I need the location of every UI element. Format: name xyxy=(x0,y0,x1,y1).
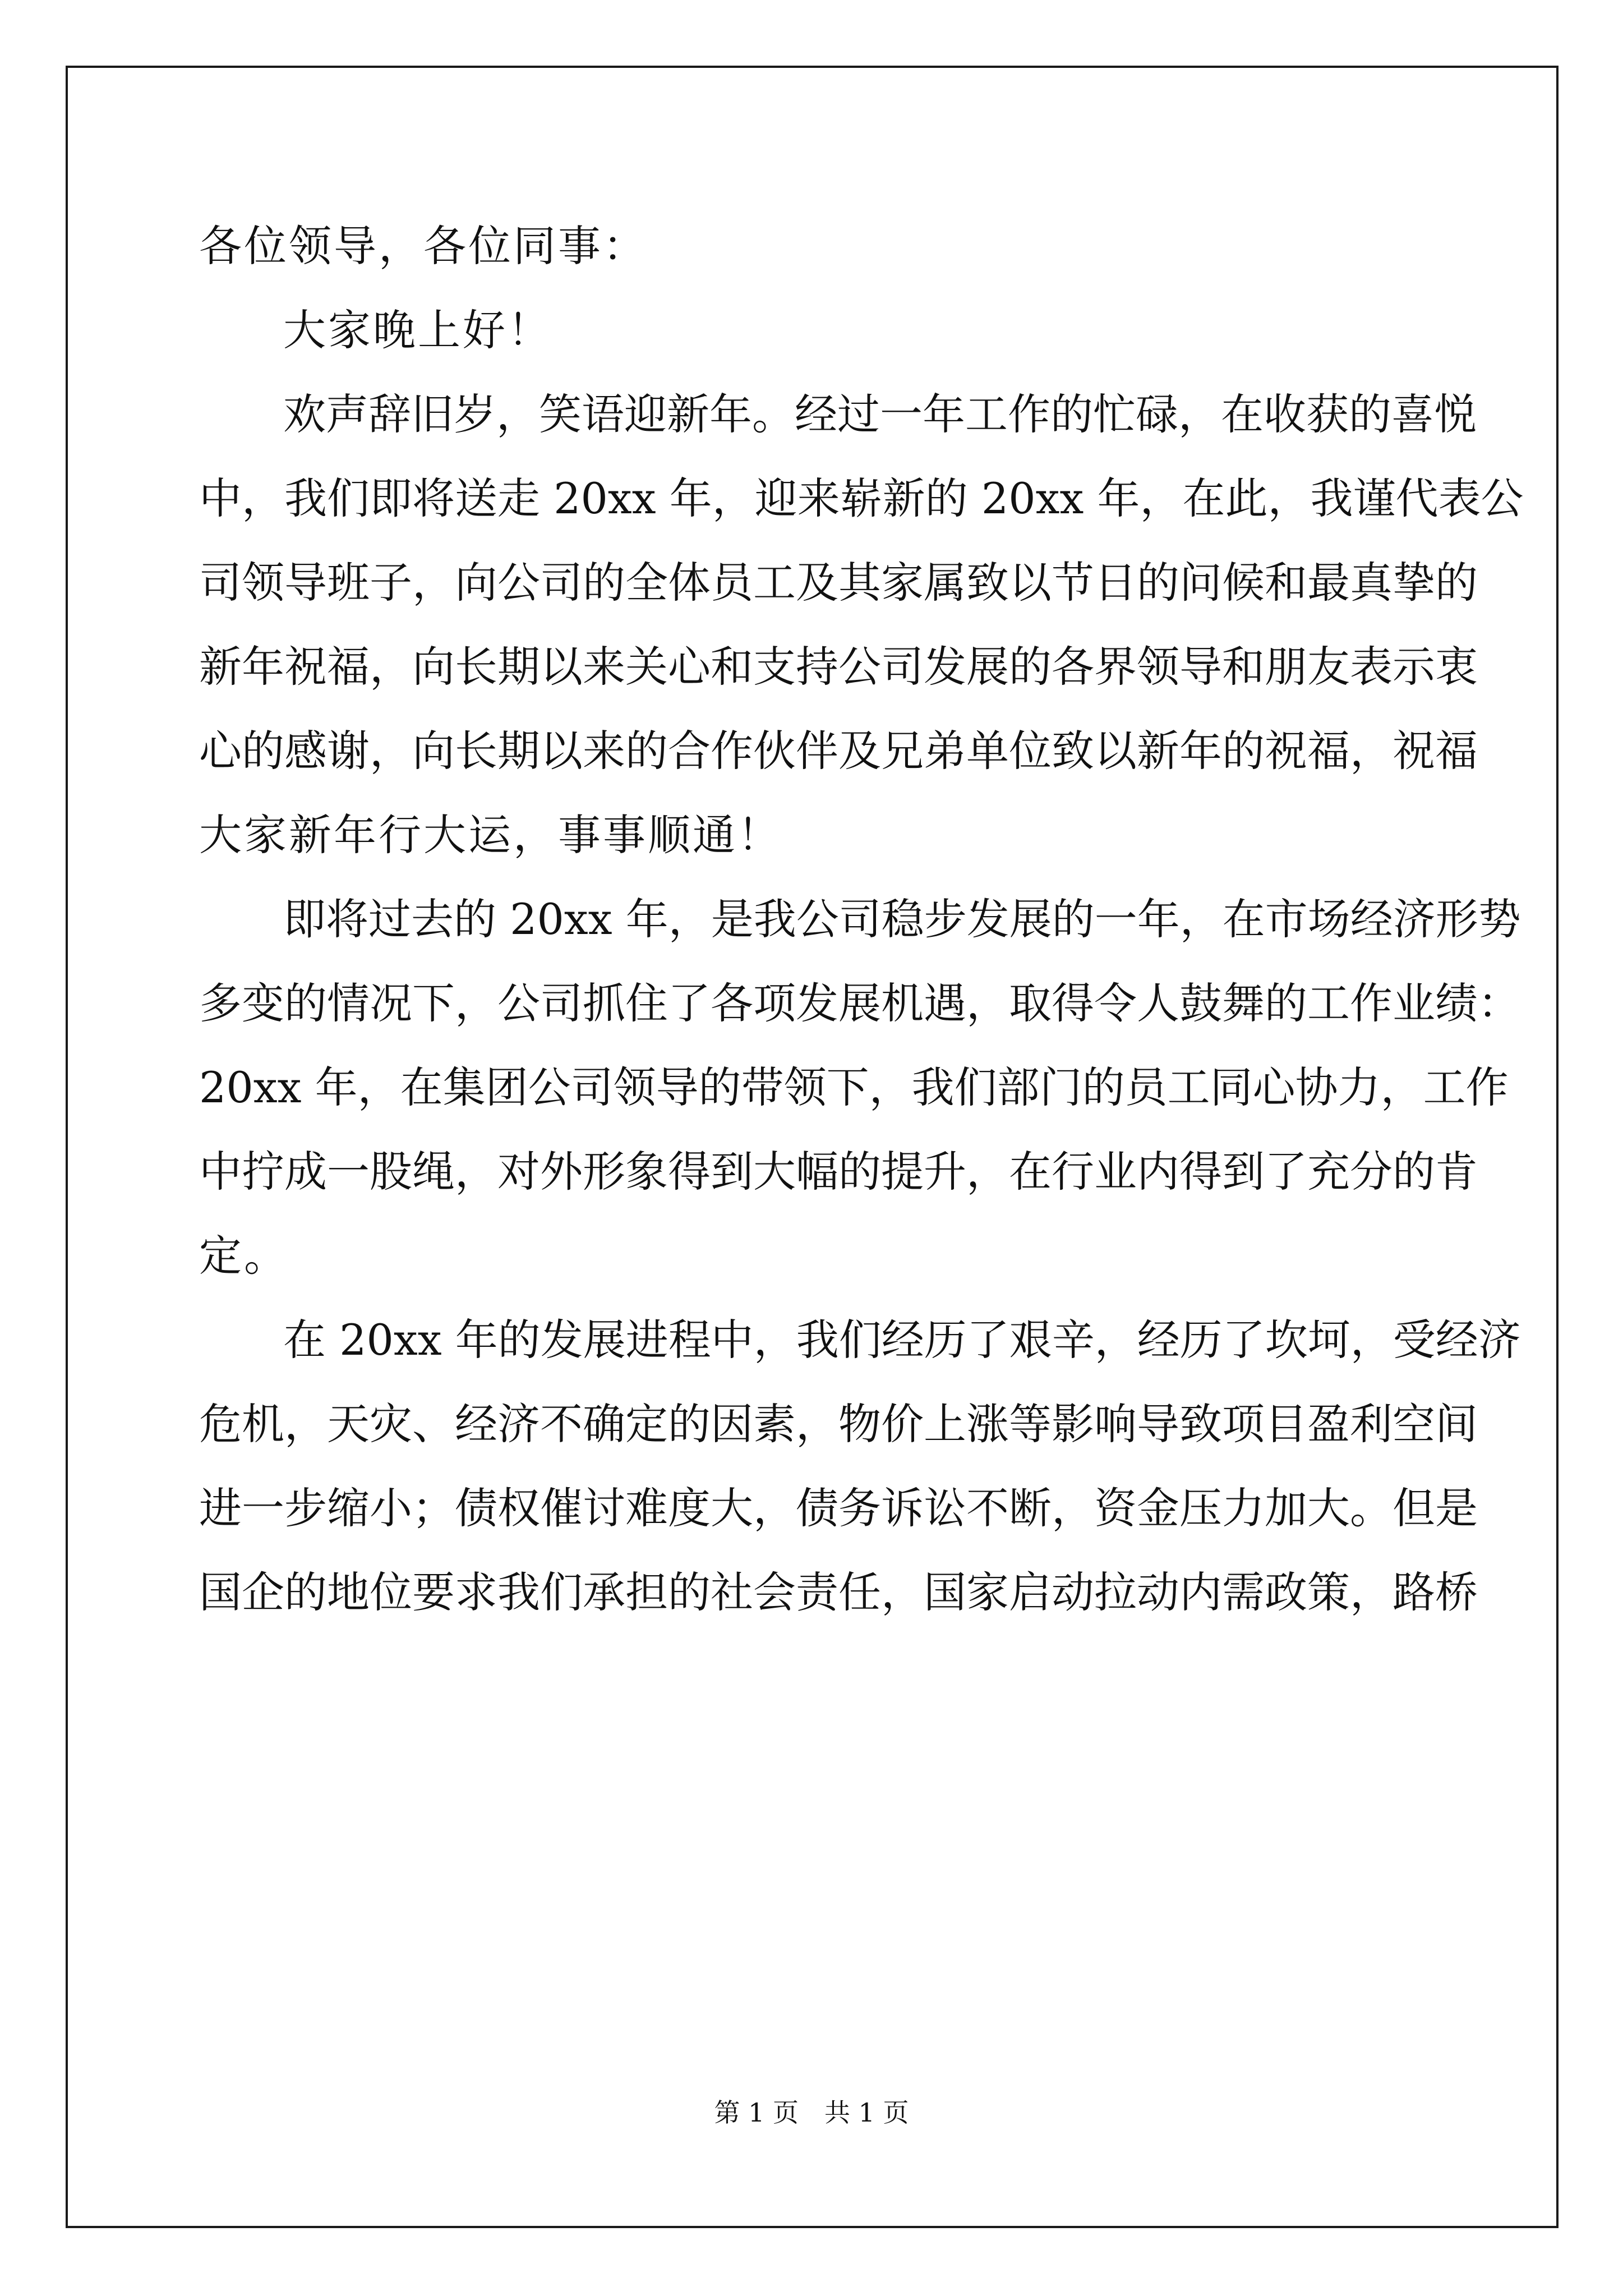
greeting-line: 大家晚上好！ xyxy=(283,305,552,355)
paragraph-line: 危机，天灾、经济不确定的因素，物价上涨等影响导致项目盈利空间 xyxy=(199,1399,1478,1449)
paragraph-line: 新年祝福，向长期以来关心和支持公司发展的各界领导和朋友表示衷 xyxy=(199,642,1478,692)
paragraph-line: 定。 xyxy=(199,1231,289,1281)
paragraph-line: 心的感谢，向长期以来的合作伙伴及兄弟单位致以新年的祝福，祝福 xyxy=(199,726,1478,776)
salutation-line: 各位领导，各位同事： xyxy=(199,221,648,271)
page-footer: 第 1 页 共 1 页 xyxy=(714,2097,909,2128)
paragraph-line: 20xx 年，在集团公司领导的带领下，我们部门的员工同心协力，工作 xyxy=(199,1062,1509,1112)
paragraph-line: 多变的情况下，公司抓住了各项发展机遇，取得令人鼓舞的工作业绩： xyxy=(199,978,1520,1028)
paragraph-line: 在 20xx 年的发展进程中，我们经历了艰辛，经历了坎坷，受经济 xyxy=(283,1315,1521,1365)
paragraph-line: 即将过去的 20xx 年，是我公司稳步发展的一年，在市场经济形势 xyxy=(283,894,1521,944)
paragraph-line: 国企的地位要求我们承担的社会责任，国家启动拉动内需政策，路桥 xyxy=(199,1567,1478,1617)
paragraph-line: 中拧成一股绳，对外形象得到大幅的提升，在行业内得到了充分的肯 xyxy=(199,1147,1478,1197)
paragraph-line: 欢声辞旧岁，笑语迎新年。经过一年工作的忙碌，在收获的喜悦 xyxy=(283,389,1477,439)
paragraph-line: 司领导班子，向公司的全体员工及其家属致以节日的问候和最真挚的 xyxy=(199,558,1478,608)
paragraph-line: 大家新年行大运，事事顺通！ xyxy=(199,810,782,860)
paragraph-line: 进一步缩小；债权催讨难度大，债务诉讼不断，资金压力加大。但是 xyxy=(199,1483,1478,1533)
paragraph-line: 中，我们即将送走 20xx 年，迎来崭新的 20xx 年，在此，我谨代表公 xyxy=(199,473,1524,523)
